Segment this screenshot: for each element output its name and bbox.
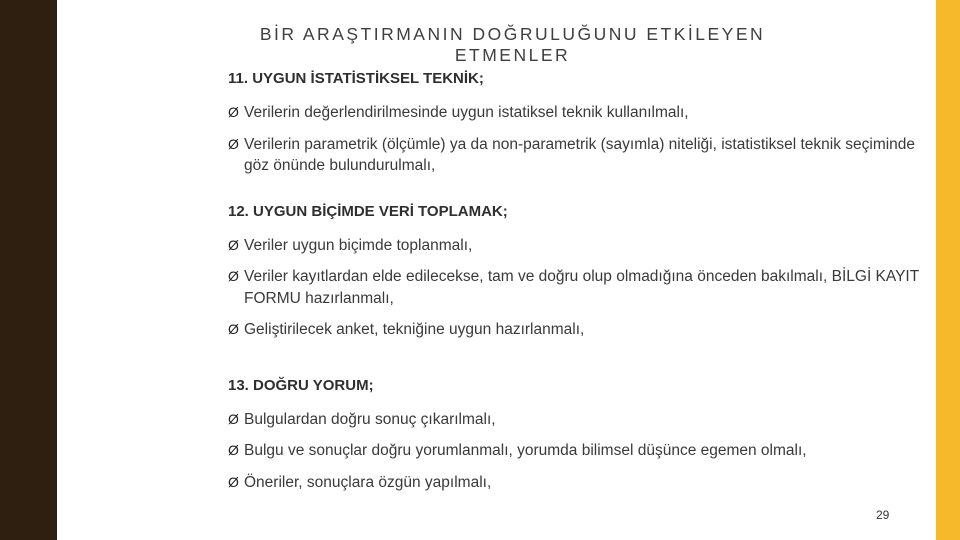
arrow-bullet-icon: Ø xyxy=(228,442,239,458)
section-correct-interpretation xyxy=(228,377,928,494)
arrow-bullet-icon: Ø xyxy=(228,104,239,120)
bullet-text: Bulgu ve sonuçlar doğru yorumlanmalı, yorumda bilimsel düşünce egemen olmalı, xyxy=(244,442,807,459)
list-item xyxy=(228,266,928,309)
page-number: 29 xyxy=(876,508,890,522)
list-item xyxy=(228,409,928,431)
list-item xyxy=(228,319,928,341)
list-item xyxy=(228,102,928,124)
section-statistical-technique xyxy=(228,70,928,177)
bullet-text: Verilerin değerlendirilmesinde uygun istatiksel teknik kullanılmalı, xyxy=(244,104,689,121)
arrow-bullet-icon: Ø xyxy=(228,473,239,490)
arrow-bullet-icon: Ø xyxy=(228,236,239,253)
left-decorative-bar xyxy=(0,0,57,540)
right-accent-strip xyxy=(936,0,960,540)
section-heading: 12. UYGUN BİÇİMDE VERİ TOPLAMAK; xyxy=(228,202,508,220)
bullet-text: Bulgulardan doğru sonuç çıkarılmalı, xyxy=(244,410,496,428)
list-item xyxy=(228,235,928,257)
slide-title: BİR ARAŞTIRMANIN DOĞRULUĞUNU ETKİLEYEN ETMENLER xyxy=(259,24,766,65)
section-data-collection xyxy=(228,203,928,341)
bullet-text: Veriler uygun biçimde toplanmalı, xyxy=(244,236,473,254)
bullet-text: Geliştirilecek anket, tekniğine uygun hazırlanmalı, xyxy=(244,321,585,338)
arrow-bullet-icon: Ø xyxy=(228,268,239,284)
arrow-bullet-icon: Ø xyxy=(228,321,239,337)
bullet-text: Veriler kayıtlardan elde edilecekse, tam ve doğru olup olmadığına önceden bakılmalı, BİLGİ KAYIT FORMU hazırlanmalı, xyxy=(244,268,919,307)
bullet-text: Öneriler, sonuçlara özgün yapılmalı, xyxy=(244,473,492,491)
list-item xyxy=(228,472,928,494)
section-heading: 13. DOĞRU YORUM; xyxy=(228,376,374,394)
arrow-bullet-icon: Ø xyxy=(228,410,239,427)
bullet-text: Verilerin parametrik (ölçümle) ya da non-parametrik (sayımla) niteliği, istatistiksel teknik seçiminde göz önünde bulundurulmalı, xyxy=(244,135,916,174)
list-item xyxy=(228,134,928,177)
list-item xyxy=(228,440,928,462)
slide-content xyxy=(228,70,928,503)
section-heading: 11. UYGUN İSTATİSTİKSEL TEKNİK; xyxy=(228,70,484,87)
arrow-bullet-icon: Ø xyxy=(228,135,239,152)
